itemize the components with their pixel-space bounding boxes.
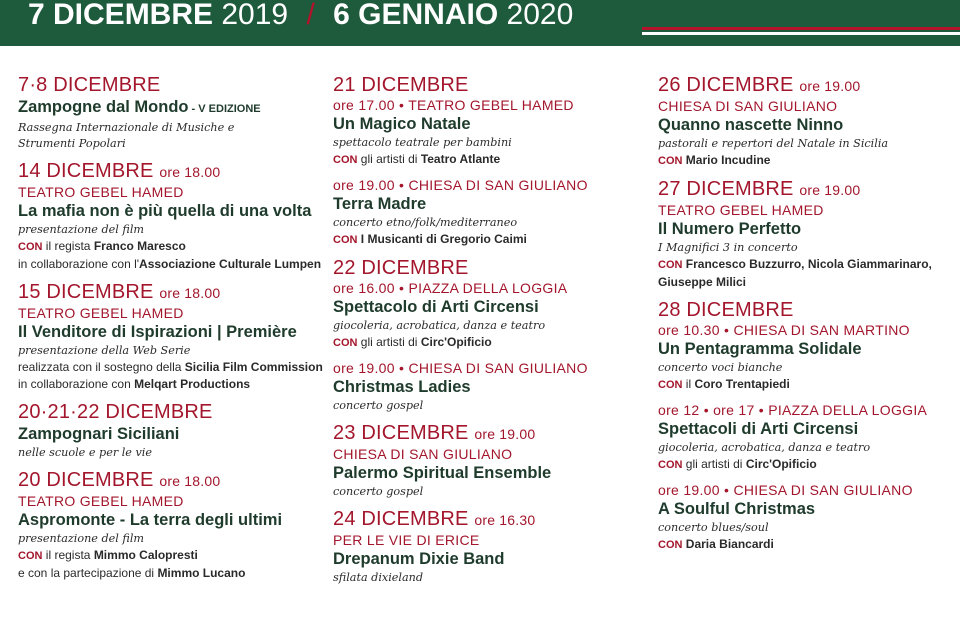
event-title: Christmas Ladies xyxy=(333,378,471,396)
event-title: Spettacoli di Arti Circensi xyxy=(658,420,859,438)
event-terra-madre xyxy=(333,177,643,249)
event-title: Zampognari Siciliani xyxy=(18,425,180,443)
event-venue: PER LE VIE DI ERICE xyxy=(333,532,480,548)
event-title: Aspromonte - La terra degli ultimi xyxy=(18,511,283,529)
event-la-mafia xyxy=(18,160,322,273)
event-venditore xyxy=(18,281,323,393)
event-venue: ore 19.00 • CHIESA DI SAN GIULIANO xyxy=(333,360,588,376)
event-date: 14 DICEMBRE ore 18.00 xyxy=(18,160,221,182)
event-guests: CON Mario Incudine xyxy=(658,153,771,167)
event-guests: CON Daria Biancardi xyxy=(658,537,774,551)
event-pentagramma xyxy=(658,322,958,394)
event-venue: TEATRO GEBEL HAMED xyxy=(18,305,184,321)
event-venue: ore 12 • ore 17 • PIAZZA DELLA LOGGIA xyxy=(658,402,928,418)
event-venue: ore 19.00 • CHIESA DI SAN GIULIANO xyxy=(658,482,913,498)
event-description: pastorali e repertori del Natale in Sicilia xyxy=(658,137,889,150)
event-description: Strumenti Popolari xyxy=(18,137,126,150)
event-date: 20 DICEMBRE ore 18.00 xyxy=(18,469,221,491)
event-title: Palermo Spiritual Ensemble xyxy=(333,464,552,482)
event-guests: CON il Coro Trentapiedi xyxy=(658,377,790,391)
event-title: Il Numero Perfetto xyxy=(658,220,802,238)
event-guests: CON gli artisti di Circ'Opificio xyxy=(658,457,817,471)
event-title: Un Pentagramma Solidale xyxy=(658,340,862,358)
header-start-date: 7 DICEMBRE xyxy=(28,0,214,31)
event-guests: CON Francesco Buzzurro, Nicola Giammarinaro, xyxy=(658,257,932,271)
event-description: sfilata dixieland xyxy=(333,571,424,584)
event-description: concerto voci bianche xyxy=(658,361,783,374)
event-description: spettacolo teatrale per bambini xyxy=(333,136,512,149)
event-title: Zampogne dal Mondo - V EDIZIONE xyxy=(18,98,261,116)
column-3 xyxy=(658,74,958,562)
header-banner xyxy=(0,0,960,46)
event-collab: e con la partecipazione di Mimmo Lucano xyxy=(18,566,246,580)
event-description: concerto gospel xyxy=(333,485,424,498)
event-guests: CON il regista Mimmo Calopresti xyxy=(18,548,198,562)
event-venue: TEATRO GEBEL HAMED xyxy=(18,493,184,509)
event-collab: in collaborazione con Melqart Productions xyxy=(18,377,251,391)
event-description: nelle scuole e per le vie xyxy=(18,446,152,459)
event-zampognari xyxy=(18,401,318,461)
event-date: 27 DICEMBRE ore 19.00 xyxy=(658,178,861,200)
header-title xyxy=(28,0,573,32)
event-christmas-ladies xyxy=(333,360,643,414)
event-venue: ore 16.00 • PIAZZA DELLA LOGGIA xyxy=(333,280,568,296)
event-venue: TEATRO GEBEL HAMED xyxy=(658,202,824,218)
event-title: A Soulful Christmas xyxy=(658,500,816,518)
header-red-stripe xyxy=(642,27,960,30)
day-heading: 21 DICEMBRE xyxy=(333,74,469,96)
event-description: concerto etno/folk/mediterraneo xyxy=(333,216,518,229)
event-description: concerto gospel xyxy=(333,399,424,412)
header-white-stripe xyxy=(642,32,960,35)
event-description: presentazione del film xyxy=(18,223,145,236)
event-soulful-christmas xyxy=(658,482,958,554)
header-end-year: 2020 xyxy=(506,0,574,31)
event-title: Quanno nascette Ninno xyxy=(658,116,844,134)
event-description: giocoleria, acrobatica, danza e teatro xyxy=(658,441,871,454)
event-date: 26 DICEMBRE ore 19.00 xyxy=(658,74,861,96)
event-drepanum-dixie xyxy=(333,508,643,586)
day-heading: 28 DICEMBRE xyxy=(658,299,794,321)
header-slash: / xyxy=(306,0,315,31)
event-title: Il Venditore di Ispirazioni | Première xyxy=(18,323,297,341)
event-aspromonte xyxy=(18,469,318,582)
event-numero-perfetto xyxy=(658,178,958,291)
event-venue: ore 10.30 • CHIESA DI SAN MARTINO xyxy=(658,322,910,338)
event-venue: CHIESA DI SAN GIULIANO xyxy=(333,446,513,462)
event-title: Terra Madre xyxy=(333,195,427,213)
event-spettacoli-circensi xyxy=(658,402,958,474)
header-start-year: 2019 xyxy=(221,0,289,31)
event-date: 23 DICEMBRE ore 19.00 xyxy=(333,422,536,444)
event-date: 24 DICEMBRE ore 16.30 xyxy=(333,508,536,530)
event-guests-cont: Giuseppe Milici xyxy=(658,275,747,289)
event-quanno-nascette xyxy=(658,74,958,170)
event-guests: CON gli artisti di Circ'Opificio xyxy=(333,335,492,349)
event-zampogne xyxy=(18,74,318,152)
event-title: La mafia non è più quella di una volta xyxy=(18,202,312,220)
event-support: realizzata con il sostegno della Sicilia Film Commission xyxy=(18,360,323,374)
event-guests: CON I Musicanti di Gregorio Caimi xyxy=(333,232,527,246)
event-title: Drepanum Dixie Band xyxy=(333,550,505,568)
event-venue: ore 17.00 • TEATRO GEBEL HAMED xyxy=(333,97,574,113)
event-arti-circensi xyxy=(333,280,643,352)
column-2 xyxy=(333,74,643,594)
event-date: 15 DICEMBRE ore 18.00 xyxy=(18,281,221,303)
event-venue: TEATRO GEBEL HAMED xyxy=(18,184,184,200)
event-description: presentazione della Web Serie xyxy=(18,344,191,357)
event-description: Rassegna Internazionale di Musiche e xyxy=(18,121,235,134)
event-palermo-spiritual xyxy=(333,422,643,500)
event-description: presentazione del film xyxy=(18,532,145,545)
event-collab: in collaborazione con l'Associazione Culturale Lumpen xyxy=(18,257,322,271)
event-venue: ore 19.00 • CHIESA DI SAN GIULIANO xyxy=(333,177,588,193)
event-description: giocoleria, acrobatica, danza e teatro xyxy=(333,319,546,332)
header-end-date: 6 GENNAIO xyxy=(333,0,499,31)
event-date: 20·21·22 DICEMBRE xyxy=(18,401,213,423)
event-guests: CON gli artisti di Teatro Atlante xyxy=(333,152,501,166)
event-venue: CHIESA DI SAN GIULIANO xyxy=(658,98,838,114)
column-1 xyxy=(18,74,323,590)
event-title: Un Magico Natale xyxy=(333,115,471,133)
event-description: concerto blues/soul xyxy=(658,521,769,534)
event-description: I Magnifici 3 in concerto xyxy=(658,241,798,254)
day-heading: 22 DICEMBRE xyxy=(333,257,469,279)
event-guests: CON il regista Franco Maresco xyxy=(18,239,186,253)
event-magico-natale xyxy=(333,97,643,169)
event-date: 7·8 DICEMBRE xyxy=(18,74,161,96)
event-title: Spettacolo di Arti Circensi xyxy=(333,298,539,316)
